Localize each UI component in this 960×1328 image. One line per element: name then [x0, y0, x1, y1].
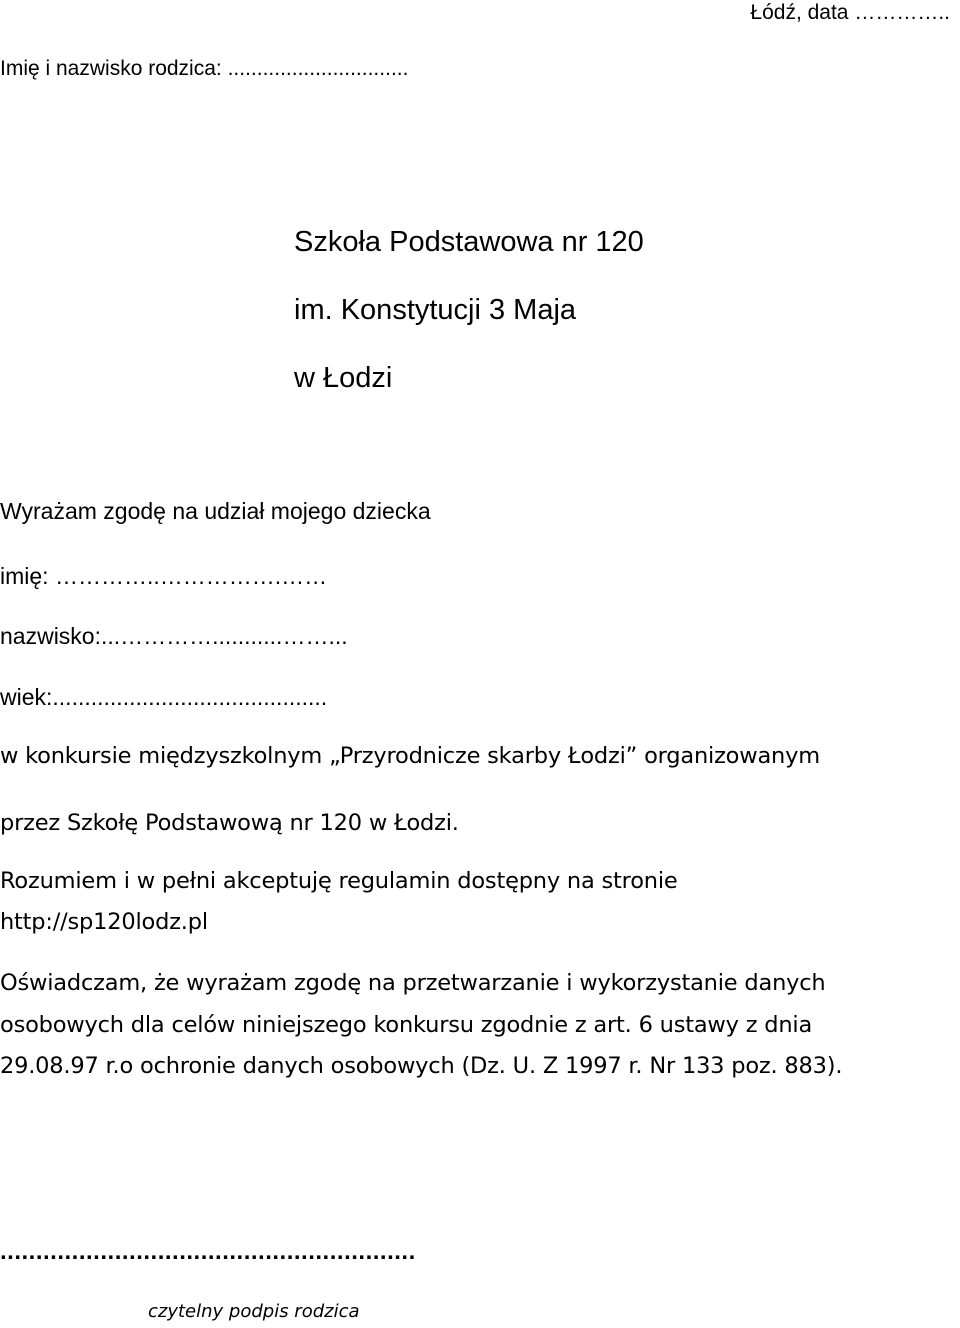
child-first-name-field: imię: …………..…………….……: [0, 563, 328, 589]
parent-name-field: Imię i nazwisko rodzica: ...............................: [0, 57, 409, 80]
signature-caption: czytelny podpis rodzica: [148, 1301, 360, 1322]
child-age-field: wiek:...........................................: [0, 684, 328, 710]
place-date-field: Łódź, data …………..: [750, 1, 950, 24]
school-patron: im. Konstytucji 3 Maja: [294, 294, 577, 326]
child-last-name-field: nazwisko:...…………...........……...: [0, 623, 348, 649]
rules-url: http://sp120lodz.pl: [0, 909, 208, 935]
consent-intro: Wyrażam zgodę na udział mojego dziecka: [0, 498, 431, 524]
school-city: w Łodzi: [294, 362, 393, 394]
school-name: Szkoła Podstawowa nr 120: [294, 226, 644, 258]
rules-paragraph-line: Rozumiem i w pełni akceptuję regulamin dostępny na stronie: [0, 868, 678, 894]
contest-paragraph-line: w konkursie międzyszkolnym „Przyrodnicze skarby Łodzi” organizowanym: [0, 743, 820, 769]
data-consent-paragraph-line: Oświadczam, że wyrażam zgodę na przetwarzanie i wykorzystanie danych: [0, 970, 826, 996]
data-consent-paragraph-line: osobowych dla celów niniejszego konkursu zgodnie z art. 6 ustawy z dnia: [0, 1012, 813, 1038]
contest-paragraph-line: przez Szkołę Podstawową nr 120 w Łodzi.: [0, 810, 459, 836]
data-consent-paragraph-line: 29.08.97 r.o ochronie danych osobowych (Dz. U. Z 1997 r. Nr 133 poz. 883).: [0, 1053, 843, 1079]
signature-line: ..........................................................: [0, 1238, 416, 1265]
